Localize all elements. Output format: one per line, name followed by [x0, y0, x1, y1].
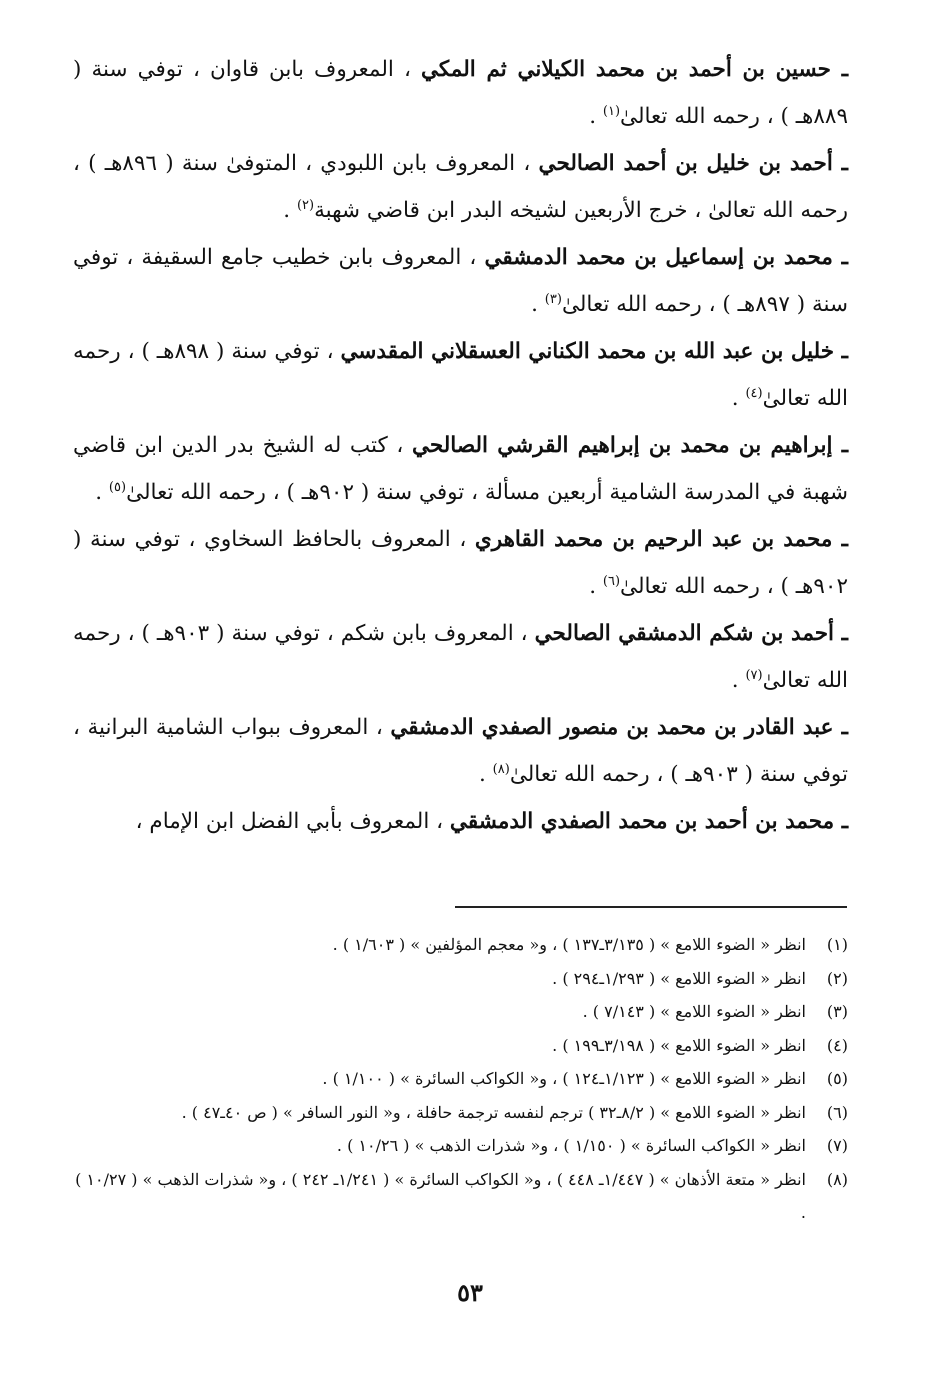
footnote-divider [455, 906, 847, 908]
entry-1: ـ حسين بن أحمد بن محمد الكيلاني ثم المكي ، المعروف بابن قاوان ، توفي سنة ( ٨٨٩هـ ) ، رحمه الله تعالىٰ$^{(١)}$ . [73, 57, 848, 129]
footnote-number: (٧) [826, 1136, 848, 1155]
footnote-ref[interactable]: (٤) [745, 385, 763, 401]
footnote-ref[interactable]: (٢) [296, 197, 315, 213]
footnote-number: (٥) [826, 1069, 848, 1088]
footnote-text: انظر « الضوء اللامع » ( ١/١٢٣ـ١٢٤ ) ، و« الكواكب السائرة » ( ١/١٠٠ ) . [322, 1069, 806, 1088]
footnote-ref[interactable]: (٥) [108, 479, 127, 495]
entry-name: عبد القادر بن محمد بن منصور الصفدي الدمشقي [390, 715, 834, 740]
page-number: ٥٣ [457, 1278, 483, 1307]
footnote-number: (٢) [826, 968, 848, 988]
footnote-number: (١) [826, 935, 848, 954]
footnote-number: (٣) [826, 1002, 848, 1021]
footnote-text: انظر « الكواكب السائرة » ( ١/١٥٠ ) ، و« شذرات الذهب » ( ١٠/٢٦ ) . [336, 1136, 806, 1155]
footnote-1 [68, 928, 848, 962]
entry-8: ـ عبد القادر بن محمد بن منصور الصفدي الدمشقي ، المعروف ببواب الشامية البرانية ، توفي سنة ( ٩٠٣هـ ) ، رحمه الله تعالىٰ$^{(٨)}$ . [73, 715, 848, 787]
entry-name: أحمد بن شكم الدمشقي الصالحي [534, 621, 835, 646]
entry-name: أحمد بن خليل بن أحمد الصالحي [538, 151, 833, 176]
entry-name: خليل بن عبد الله بن محمد الكناني العسقلاني المقدسي [340, 339, 835, 364]
footnote-text: انظر « الضوء اللامع » ( ٧/١٤٣ ) . [582, 1002, 806, 1021]
entry-text: ، المعروف بابن اللبودي ، المتوفىٰ سنة ( ٨٩٦هـ ) ، رحمه الله تعالىٰ ، خرج الأربعين لشيخه البدر ابن قاضي شهبة [73, 151, 848, 223]
entry-name: محمد بن أحمد بن محمد الصفدي الدمشقي [449, 809, 835, 834]
footnote-ref[interactable]: (٨) [492, 761, 510, 777]
footnote-3 [68, 995, 848, 1029]
entry-5: ـ إبراهيم بن محمد بن إبراهيم القرشي الصالحي ، كتب له الشيخ بدر الدين ابن قاضي شهبة في المدرسة الشامية أربعين مسألة ، توفي سنة ( ٩٠٢هـ ) ، رحمه الله تعالىٰ$^{(٥)}$ . [73, 433, 848, 505]
footnote-ref[interactable]: (١) [602, 103, 621, 119]
main-text [73, 46, 848, 845]
footnote-text: انظر « متعة الأذهان » ( ١/٤٤٧ـ ٤٤٨ ) ، و« الكواكب السائرة » ( ١/٢٤١ـ ٢٤٢ ) ، و« شذرات الذهب » ( ١٠/٢٧ ) . [75, 1169, 806, 1222]
footnote-6 [68, 1096, 848, 1130]
footnote-2 [68, 962, 848, 996]
footnote-4 [68, 1029, 848, 1063]
footnote-7 [68, 1129, 848, 1163]
entry-text: ، المعروف ببواب الشامية البرانية ، توفي سنة ( ٩٠٣هـ ) ، رحمه الله تعالىٰ [73, 715, 848, 787]
entry-text: ، المعروف بأبي الفضل ابن الإمام ، [135, 809, 450, 834]
entry-name: إبراهيم بن محمد بن إبراهيم القرشي الصالحي [411, 433, 833, 458]
footnote-ref[interactable]: (٧) [745, 667, 763, 683]
footnote-number: (٦) [826, 1102, 848, 1122]
footnote-text: انظر « الضوء اللامع » ( ٨/٢ـ٣٢ ) ترجم لنفسه ترجمة حافلة ، و« النور السافر » ( ص ٤٠ـ٤٧ ) . [181, 1102, 806, 1122]
entry-name: حسين بن أحمد بن محمد الكيلاني ثم المكي [421, 57, 831, 82]
entry-name: محمد بن عبد الرحيم بن محمد القاهري [474, 527, 833, 552]
entry-text: ، المعروف بابن شكم ، توفي سنة ( ٩٠٣هـ ) ، رحمه الله تعالىٰ [73, 621, 848, 693]
footnote-text: انظر « الضوء اللامع » ( ١/٢٩٣ـ٢٩٤ ) . [552, 968, 806, 988]
entry-text: ، كتب له الشيخ بدر الدين ابن قاضي شهبة في المدرسة الشامية أربعين مسألة ، توفي سنة ( ٩٠٢هـ ) ، رحمه الله تعالىٰ [73, 433, 848, 505]
entry-3: ـ محمد بن إسماعيل بن محمد الدمشقي ، المعروف بابن خطيب جامع السقيفة ، توفي سنة ( ٨٩٧هـ ) ، رحمه الله تعالىٰ$^{(٣)}$ . [73, 245, 848, 317]
entry-text: ، المعروف بابن خطيب جامع السقيفة ، توفي سنة ( ٨٩٧هـ ) ، رحمه الله تعالىٰ [73, 245, 848, 317]
entry-9: ـ محمد بن أحمد بن محمد الصفدي الدمشقي ، المعروف بأبي الفضل ابن الإمام ، [135, 809, 848, 834]
entry-2: ـ أحمد بن خليل بن أحمد الصالحي ، المعروف بابن اللبودي ، المتوفىٰ سنة ( ٨٩٦هـ ) ، رحمه الله تعالىٰ ، خرج الأربعين لشيخه البدر ابن قاضي شهبة$^{(٢)}$ . [73, 151, 848, 223]
entry-7: ـ أحمد بن شكم الدمشقي الصالحي ، المعروف بابن شكم ، توفي سنة ( ٩٠٣هـ ) ، رحمه الله تعالىٰ$^{(٧)}$ . [73, 621, 848, 693]
footnote-text: انظر « الضوء اللامع » ( ٣/١٩٨ـ١٩٩ ) . [552, 1035, 806, 1055]
entry-6: ـ محمد بن عبد الرحيم بن محمد القاهري ، المعروف بالحافظ السخاوي ، توفي سنة ( ٩٠٢هـ ) ، رحمه الله تعالىٰ$^{(٦)}$ . [73, 527, 848, 599]
footnote-ref[interactable]: (٦) [602, 573, 621, 589]
entry-name: محمد بن إسماعيل بن محمد الدمشقي [484, 245, 833, 270]
footnotes [68, 928, 848, 1230]
entry-text: ، توفي سنة ( ٨٩٨هـ ) ، رحمه الله تعالىٰ [73, 339, 848, 411]
footnote-text: انظر « الضوء اللامع » ( ٣/١٣٥ـ١٣٧ ) ، و« معجم المؤلفين » ( ١/٦٠٣ ) . [332, 935, 806, 954]
footnote-number: (٤) [826, 1035, 848, 1055]
entry-4: ـ خليل بن عبد الله بن محمد الكناني العسقلاني المقدسي ، توفي سنة ( ٨٩٨هـ ) ، رحمه الله تعالىٰ$^{(٤)}$ . [73, 339, 848, 411]
footnote-ref[interactable]: (٣) [544, 291, 562, 307]
entry-text: ، المعروف بالحافظ السخاوي ، توفي سنة ( ٩٠٢هـ ) ، رحمه الله تعالىٰ [73, 527, 848, 599]
footnote-8 [68, 1163, 848, 1230]
footnote-number: (٨) [826, 1169, 848, 1189]
footnote-5 [68, 1062, 848, 1096]
entry-text: ، المعروف بابن قاوان ، توفي سنة ( ٨٨٩هـ ) ، رحمه الله تعالىٰ [73, 57, 848, 129]
